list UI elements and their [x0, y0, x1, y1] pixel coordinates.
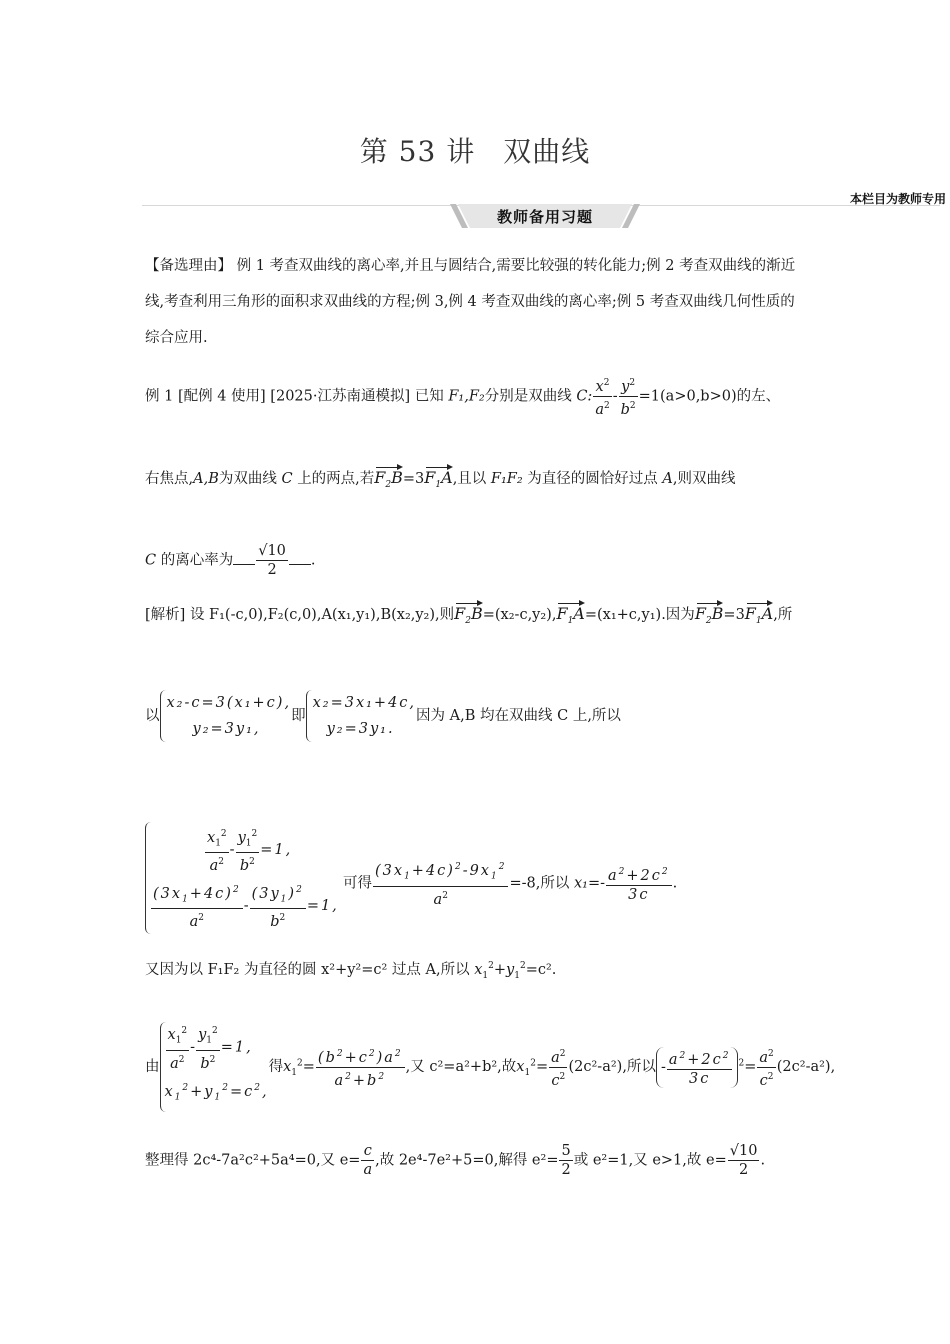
text-fragment: 得	[268, 1059, 284, 1076]
text-fragment: 又因为以 F₁F₂ 为直径的圆 x²+y²=c² 过点 A,所以	[145, 962, 470, 978]
text-fragment: 可得	[343, 875, 372, 892]
text-fragment: ,故 2e⁴-7e²+5=0,解得 e²=	[375, 1152, 559, 1169]
text-fragment: 为双曲线	[218, 471, 277, 487]
solution-line1	[145, 598, 792, 626]
text-fragment: A,B	[193, 471, 219, 487]
squared-term: - $\frac{a^2+2c^2}{3c}$	[656, 1047, 739, 1088]
reason-text: 例 1 考查双曲线的离心率,并且与圆结合,需要比较强的转化能力;例 2 考查双曲线的渐近线,考查利用三角形的面积求双曲线的方程;例 3,例 4 考查双曲线的离心率;例 5 考查双曲线几何性质的综合应用.	[145, 258, 796, 346]
teacher-only-note: 本栏目为教师专用	[849, 192, 946, 206]
solution-line5: 由 $\frac{x_1^2}{a^2}$ - $\frac{y_1^2}{b^2}$ =1, $x_1^2+y_1^2=c^2$, 得$x_1^2=$ $\frac{(b^2+c^2)a^2}{a^2+b^2}$ ,又 c²=a²+b²,故$x_1^2=$ $\frac{a^2}{c^2}$ (2c²-a²),所以 - $\frac{a^2+2c^2}{3c}$ $^2$= $\frac{a^2}{c^2}$ (2c²-a²),	[145, 1022, 835, 1112]
system1-eq1: x₂-c=3(x₁+c),	[166, 695, 292, 711]
system2-eq2: y₂=3y₁.	[326, 721, 395, 737]
system-1	[160, 690, 292, 742]
text-fragment: =c².	[525, 962, 557, 978]
text-fragment: ,则双曲线	[672, 471, 736, 487]
example1-intro: 例 1 [配例 4 使用] [2025·江苏南通模拟] 已知	[145, 388, 444, 405]
vector-F1A: $F_1A$	[424, 462, 452, 490]
text-fragment: 的离心率为	[160, 552, 234, 569]
example1-condition: =1(a>0,b>0)的左、	[638, 388, 781, 405]
example1-line3	[145, 542, 316, 579]
fraction-y2-b2: $\frac{y^2}{b^2}$	[619, 374, 638, 419]
reason-paragraph	[145, 248, 805, 356]
example1-line1: 例 1 [配例 4 使用] [2025·江苏南通模拟] 已知 F₁,F₂分别是双曲线 C: $\frac{x^2}{a^2}$ - $\frac{y^2}{b^2}$ =1(a>0,b>0)的左、	[145, 374, 780, 419]
vector-F2B: $F_2B$	[454, 598, 483, 626]
answer-numerator: √10	[258, 543, 286, 559]
text-fragment: .	[310, 552, 316, 569]
text-fragment: 由	[145, 1059, 160, 1076]
final-answer-numerator: √10	[729, 1143, 758, 1159]
text-fragment: A	[662, 471, 673, 487]
text-fragment: 为直径的圆恰好过点	[527, 471, 658, 487]
system-2	[306, 690, 416, 742]
solution-label: [解析]	[145, 607, 186, 623]
text-fragment: =-8,所以	[509, 875, 570, 892]
title-main: 第 53 讲	[359, 135, 476, 168]
banner-title: 教师备用习题	[496, 208, 593, 226]
solution-line6: 整理得 2c⁴-7a²c²+5a⁴=0,又 e= $\frac{c}{a}$ ,故 2e⁴-7e²+5=0,解得 e²= $\frac{5}{2}$ 或 e²=1,又 e>1,故 e= $\frac{√10}{2}$ .	[145, 1143, 766, 1178]
text-fragment: x₁=-	[573, 875, 606, 892]
answer-fraction	[256, 542, 288, 579]
system-3: $\frac{x_1^2}{a^2}$ - $\frac{y_1^2}{b^2}$ =1, $\frac{(3x_1+4c)^2}{a^2}$ - $\frac{(3y_1)^2}{b^2}$ =1,	[145, 822, 339, 934]
example1-line2	[145, 462, 735, 490]
solution-line4: 又因为以 F₁F₂ 为直径的圆 x²+y²=c² 过点 A,所以 $x_1^2+y_1^2=c^2$.	[145, 961, 557, 981]
text-fragment: ,所	[773, 607, 793, 623]
text-fragment: C	[281, 471, 293, 487]
vector-F2B: $F_2B$	[695, 598, 724, 626]
system1-eq2: y₂=3y₁,	[192, 721, 261, 737]
text-fragment: 或 e²=1,又 e>1,故 e=	[573, 1152, 727, 1169]
text-fragment: 即	[291, 708, 306, 724]
text-fragment: C	[145, 552, 157, 569]
text-fragment: ,且以	[452, 471, 487, 487]
text-fragment: 以	[145, 708, 160, 724]
text-fragment: 设 F₁(-c,0),F₂(c,0),A(x₁,y₁),B(x₂,y₂),则	[189, 607, 455, 623]
system-4: $\frac{x_1^2}{a^2}$ - $\frac{y_1^2}{b^2}$ =1, $x_1^2+y_1^2=c^2$,	[160, 1022, 269, 1112]
solution-line3	[145, 822, 339, 934]
solution-line3-right: 可得 $\frac{(3x_1+4c)^2-9x_1^2}{a^2}$ =-8,所以 x₁=- $\frac{a^2+2c^2}{3c}$ .	[343, 858, 677, 909]
system2-eq1: x₂=3x₁+4c,	[312, 695, 417, 711]
text-fragment: F₁F₂	[490, 471, 523, 487]
answer-blank-right	[289, 564, 311, 565]
example1-intro2: 分别是双曲线	[484, 388, 572, 405]
answer-denominator: 2	[267, 562, 277, 578]
text-fragment: =(x₁+c,y₁).因为	[584, 607, 695, 623]
text-fragment: 上的两点,若	[297, 471, 375, 487]
text-fragment: =3	[723, 607, 745, 623]
solution-line2	[145, 690, 621, 742]
text-fragment: 因为 A,B 均在双曲线 C 上,所以	[416, 708, 621, 724]
fraction-x2-a2: $\frac{x^2}{a^2}$	[593, 374, 611, 419]
answer-blank-left	[233, 564, 255, 565]
reason-label: 【备选理由】	[145, 258, 232, 274]
title-sub: 双曲线	[503, 135, 591, 168]
text-fragment: .	[760, 1152, 766, 1169]
vector-F1A: $F_1A$	[745, 598, 773, 626]
text-fragment: (2c²-a²),	[776, 1059, 836, 1076]
text-fragment: =3	[402, 471, 425, 487]
final-answer-denominator: 2	[738, 1162, 749, 1178]
text-fragment: (2c²-a²),所以	[568, 1059, 656, 1076]
page-title	[0, 130, 950, 170]
vector-F2B: $F_2B$	[374, 462, 403, 490]
example1-foci: F₁,F₂	[448, 388, 485, 405]
text-fragment: =(x₂-c,y₂),	[482, 607, 557, 623]
text-fragment: 右焦点,	[145, 471, 194, 487]
example1-curve: C:	[576, 388, 593, 405]
text-fragment: =1,	[306, 898, 339, 914]
vector-F1A: $F_1A$	[556, 598, 584, 626]
text-fragment: ,又 c²=a²+b²,故	[405, 1059, 517, 1076]
text-fragment: 整理得 2c⁴-7a²c²+5a⁴=0,又 e=	[145, 1152, 361, 1169]
